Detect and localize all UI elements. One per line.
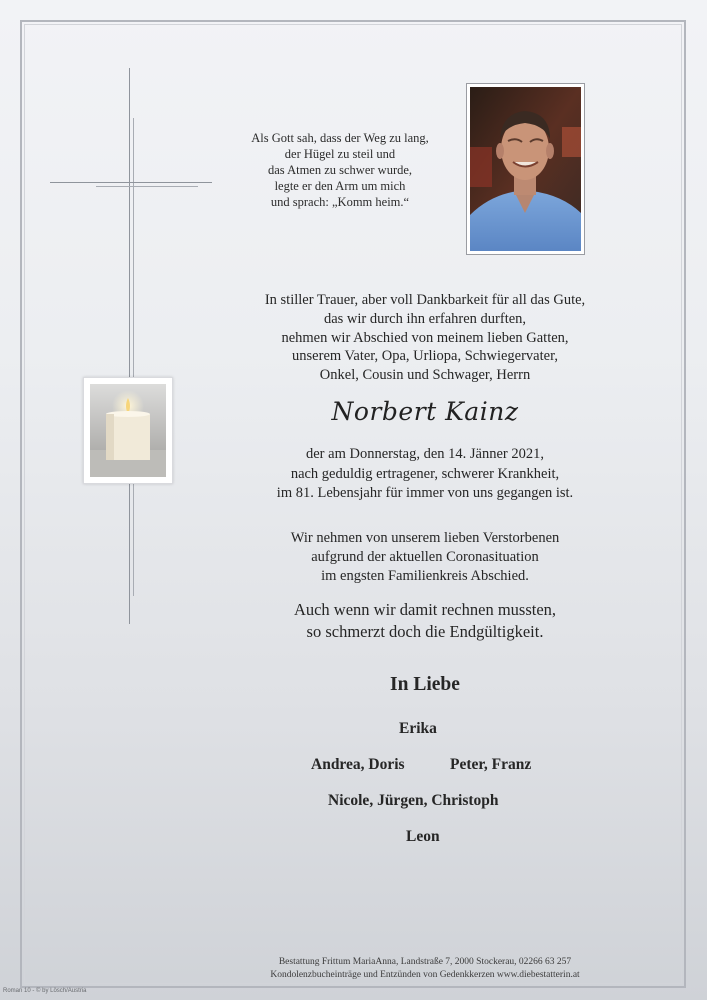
family-great-grandchild: Leon bbox=[406, 828, 440, 845]
death-text: der am Donnerstag, den 14. Jänner 2021, nach geduldig ertragener, schwerer Krankheit, im 81. Lebensjahr für immer von uns gegangen ist. bbox=[276, 446, 574, 501]
candle-icon bbox=[90, 384, 166, 477]
family-children-b: Peter, Franz bbox=[450, 756, 532, 773]
intro-text: In stiller Trauer, aber voll Dankbarkeit für all das Gute, das wir durch ihn erfahren durften, nehmen wir Abschied von meinem lieben Gatten, unserem Vater, Opa, Urliopa, Schwiegervater, Onkel, Cousin und Schwager, Herrn bbox=[264, 292, 586, 384]
template-credit: Roman 10 - © by Lösch/Austria bbox=[3, 988, 87, 994]
family-children-a: Andrea, Doris bbox=[311, 756, 405, 773]
candle-photo bbox=[83, 377, 173, 484]
farewell-notice: Wir nehmen von unserem lieben Verstorbenen aufgrund der aktuellen Coronasituation im engsten Familienkreis Abschied. bbox=[290, 530, 560, 584]
closing-text: Auch wenn wir damit rechnen mussten, so schmerzt doch die Endgültigkeit. bbox=[293, 600, 557, 641]
in-love-heading: In Liebe bbox=[390, 674, 460, 695]
family-grandchildren: Nicole, Jürgen, Christoph bbox=[328, 792, 499, 809]
portrait-image bbox=[470, 87, 581, 251]
deceased-name: Norbert Kainz bbox=[331, 397, 519, 426]
family-spouse: Erika bbox=[399, 720, 437, 737]
portrait-photo bbox=[466, 83, 585, 255]
quote-text: Als Gott sah, dass der Weg zu lang, der Hügel zu steil und das Atmen zu schwer wurde, legte er den Arm um mich und sprach: „Komm heim.“ bbox=[251, 131, 429, 209]
funeral-home-footer: Bestattung Frittum MariaAnna, Landstraße 7, 2000 Stockerau, 02266 63 257 Kondolenzbucheinträge und Entzünden von Gedenkkerzen www.diebestatterin.at bbox=[270, 957, 580, 980]
